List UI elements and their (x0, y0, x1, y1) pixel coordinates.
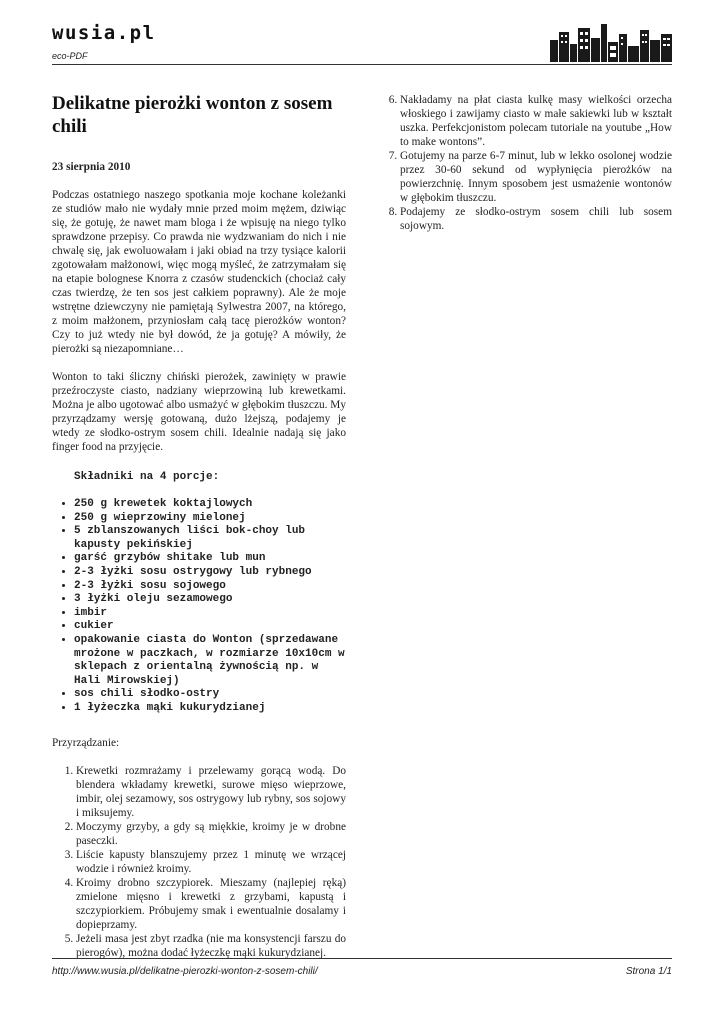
left-column (52, 92, 346, 960)
step-item: 8. Podajemy ze słodko-ostrym sosem chili lub sosem sojowym. (400, 205, 672, 233)
ingredient-item: • 2-3 łyżki sosu ostrygowy lub rybnego (74, 566, 346, 580)
site-title: wusia.pl (52, 22, 156, 44)
article-date: 23 sierpnia 2010 (52, 161, 131, 173)
ingredients-list (52, 498, 346, 716)
site-subtitle: eco-PDF (52, 51, 88, 61)
step-item: 1. Krewetki rozmrażamy i przelewamy gorącą wodą. Do blendera wkładamy krewetki, surowe mięso wieprzowe, imbir, olej sezamowy, sos ostrygowy lub rybny, sos sojowy i miksujemy. (76, 764, 346, 820)
intro-paragraph: Podczas ostatniego naszego spotkania moje kochane koleżanki ze studiów mało nie wydały mnie przed moim mężem, dziwiąc się, że gotuję, że nawet mam bloga i że wpisuję na niego tylko sprawdzone przepisy. Co prawda nie wydzwaniam do nich i nie chwalę się, jak ewoluowałam i jaki obiad na trzy tysiące kalorii zgotowałam małżonowi, więc mogą myśleć, że zatrzymałam się na etapie bolognese Knorra z czasów studenckich (chociaż cały czas twierdzę, że ten sos jest całkiem poprawny). Ale że moje wstrętne dziewczyny nie pamiętają Sylwestra 2007, na którego, z moim małżonem, przyniosłam całą tacę pierożków wonton? Czy to już wtedy nie był dowód, że ja gotuję? A mówiły, że pierożki są niezapomniane… (52, 189, 346, 355)
step-item: 7. Gotujemy na parze 6-7 minut, lub w lekko osolonej wodzie przez 30-60 sekund od wypłynięcia pierożków na powierzchnię. Innym sposobem jest usmażenie wontonów w głębokim tłuszczu. (400, 149, 672, 205)
ingredient-item: • 250 g krewetek koktajlowych (74, 498, 346, 512)
ingredient-item: • 5 zblanszowanych liści bok-choy lub kapusty pekińskiej (74, 525, 346, 552)
ingredient-item: • 2-3 łyżki sosu sojowego (74, 580, 346, 594)
header-divider (52, 64, 672, 65)
preparation-label: Przyrządzanie: (52, 736, 120, 749)
steps-list-continued (370, 93, 672, 233)
step-item: 4. Kroimy drobno szczypiorek. Mieszamy (najlepiej ręką) zmielone mięsno i krewetki z grzybami, kapustą i szczypiorkiem. Próbujemy smak i ewentualnie dosalamy i dopieprzamy. (76, 876, 346, 932)
right-column (370, 93, 672, 233)
step-item: 2. Moczymy grzyby, a gdy są miękkie, kroimy je w drobne paseczki. (76, 820, 346, 848)
ingredient-item: • 3 łyżki oleju sezamowego (74, 593, 346, 607)
ingredient-item: • 250 g wieprzowiny mielonej (74, 512, 346, 526)
step-item: 5. Jeżeli masa jest zbyt rzadka (nie ma konsystencji farszu do pierogów), można dodać łyżeczkę mąki kukurydzianej. (76, 932, 346, 960)
article-title: Delikatne pierożki wonton z sosem chili (52, 93, 333, 137)
steps-list (52, 764, 346, 960)
ingredients-heading: Składniki na 4 porcje: (74, 471, 220, 483)
ingredient-item: • 1 łyżeczka mąki kukurydzianej (74, 702, 346, 716)
ingredient-item: • cukier (74, 620, 346, 634)
footer-url: http://www.wusia.pl/delikatne-pierozki-wonton-z-sosem-chili/ (52, 966, 318, 977)
footer-divider (52, 958, 672, 959)
city-skyline-icon (550, 22, 672, 62)
ingredient-item: • garść grzybów shitake lub mun (74, 552, 346, 566)
ingredient-item: • opakowanie ciasta do Wonton (sprzedawane mrożone w paczkach, w rozmiarze 10x10cm w sklepach z orientalną żywnością np. w Hali Mirowskiej) (74, 634, 346, 688)
page-number: Strona 1/1 (625, 966, 672, 977)
step-item: 6. Nakładamy na płat ciasta kulkę masy wielkości orzecha włoskiego i zawijamy ciasto w małe sakiewki lub w kształt uszka. Perfekcjonistom polecam tutoriale na youtube „How to make wontons”. (400, 93, 672, 149)
page-header (52, 22, 672, 64)
ingredient-item: • imbir (74, 607, 346, 621)
wonton-paragraph: Wonton to taki śliczny chiński pierożek, zawinięty w prawie przeźroczyste ciasto, nadziany wieprzowiną lub krewetkami. Można je albo ugotować albo usmażyć w głębokim tłuszczu. My przyrządzamy wersję gotowaną, dużo lżejszą, podajemy je wtedy ze słodko-ostrym sosem chili. Idealnie nadają się jako finger food na przyjęcie. (52, 371, 346, 453)
ingredient-item: • sos chili słodko-ostry (74, 688, 346, 702)
step-item: 3. Liście kapusty blanszujemy przez 1 minutę we wrzącej wodzie i również kroimy. (76, 848, 346, 876)
